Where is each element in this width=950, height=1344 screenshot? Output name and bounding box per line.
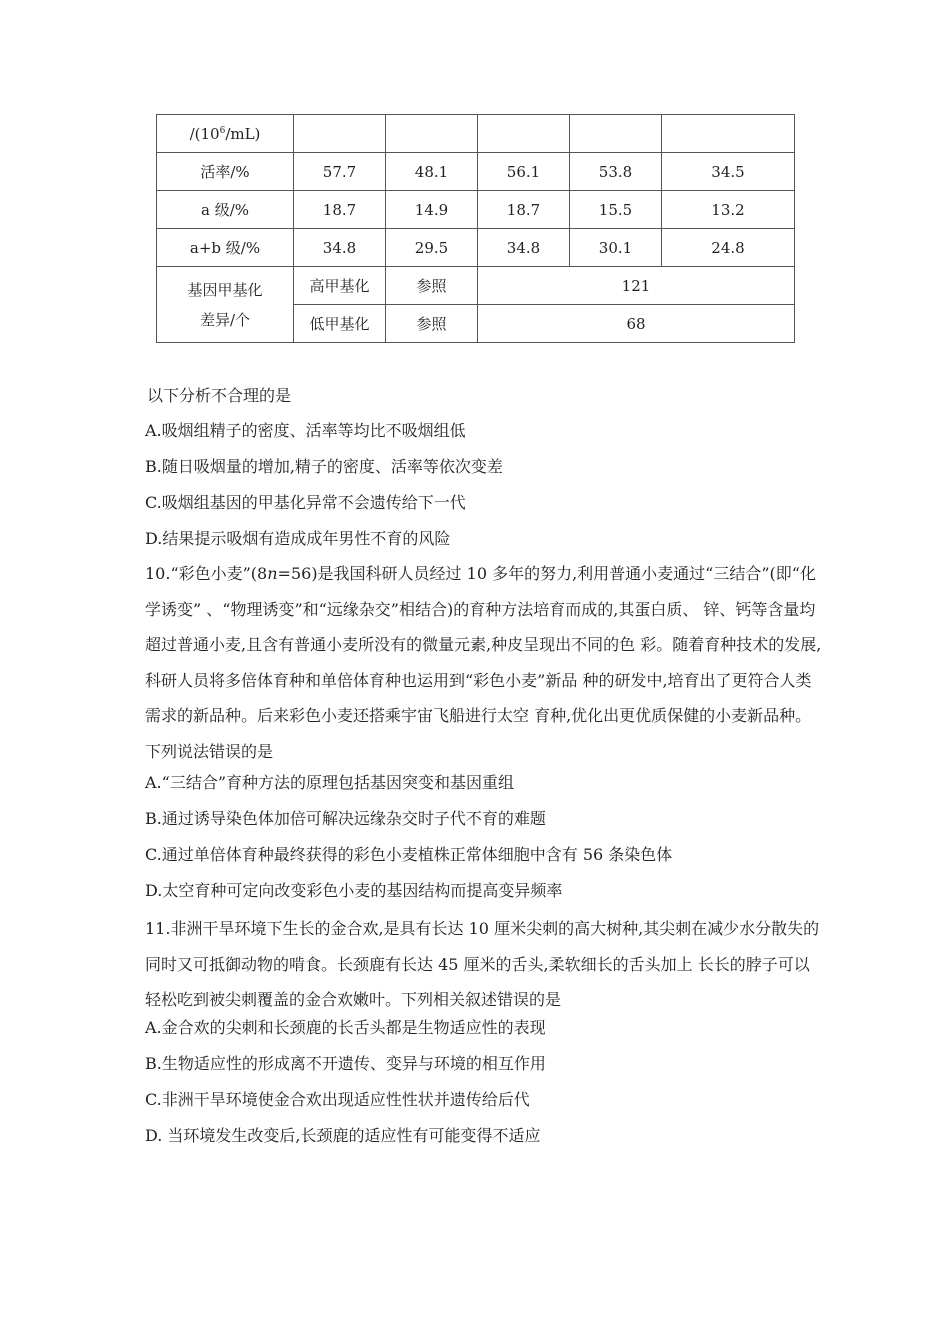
- table-cell: 34.8: [478, 229, 570, 267]
- table-cell: 48.1: [386, 153, 478, 191]
- q11-option-d: D. 当环境发生改变后,长颈鹿的适应性有可能变得不适应: [145, 1126, 541, 1145]
- density-unit-cell: $/(10^6/mL)$: [157, 115, 294, 153]
- table-cell: 18.7: [294, 191, 386, 229]
- q9-option-a: A.吸烟组精子的密度、活率等均比不吸烟组低: [145, 421, 466, 440]
- row-label: 活率/%: [157, 153, 294, 191]
- table-row: [157, 153, 795, 191]
- table-row: [157, 267, 795, 305]
- table-cell: 56.1: [478, 153, 570, 191]
- q11-option-c: C.非洲干旱环境使金合欢出现适应性性状并遗传给后代: [145, 1090, 530, 1109]
- table-cell: 参照: [386, 305, 478, 343]
- q11-stem: 11.非洲干旱环境下生长的金合欢,是具有长达 10 厘米尖刺的高大树种,其尖刺在减少水分散失的同时又可抵御动物的啃食。长颈鹿有长达 45 厘米的舌头,柔软细长的舌头加上 长长的脖子可以轻松吃到被尖刺覆盖的金合欢嫩叶。下列相关叙述错误的是: [145, 919, 820, 1009]
- table-cell: 29.5: [386, 229, 478, 267]
- table-cell: 15.5: [570, 191, 662, 229]
- q10-option-b: B.通过诱导染色体加倍可解决远缘杂交时子代不育的难题: [145, 809, 546, 828]
- table-cell: 参照: [386, 267, 478, 305]
- table-cell: 高甲基化: [294, 267, 386, 305]
- q10-option-c: C.通过单倍体育种最终获得的彩色小麦植株正常体细胞中含有 56 条染色体: [145, 845, 673, 864]
- table-cell: 24.8: [662, 229, 795, 267]
- methylation-label: 基因甲基化 差异/个: [157, 267, 294, 343]
- table-cell: 57.7: [294, 153, 386, 191]
- q9-option-b: B.随日吸烟量的增加,精子的密度、活率等依次变差: [145, 457, 503, 476]
- q9-option-d: D.结果提示吸烟有造成成年男性不育的风险: [145, 529, 451, 548]
- table-row: [157, 191, 795, 229]
- table-cell: 53.8: [570, 153, 662, 191]
- q10-option-a: A.“三结合”育种方法的原理包括基因突变和基因重组: [145, 773, 515, 792]
- table-cell: 18.7: [478, 191, 570, 229]
- row-label: a+b 级/%: [157, 229, 294, 267]
- table-cell: 68: [478, 305, 795, 343]
- q9-option-c: C.吸烟组基因的甲基化异常不会遗传给下一代: [145, 493, 466, 512]
- table-cell: 121: [478, 267, 795, 305]
- q10-stem: 10.“彩色小麦”(8n=56)是我国科研人员经过 10 多年的努力,利用普通小麦通过“三结合”(即“化学诱变” 、“物理诱变”和“远缘杂交”相结合)的育种方法培育而成的,其蛋白质、 锌、钙等含量均超过普通小麦,且含有普通小麦所没有的微量元素,种皮呈现出不同的色 彩。随着育种技术的发展,科研人员将多倍体育种和单倍体育种也运用到“彩色小麦”新品 种的研发中,培育出了更符合人类需求的新品种。后来彩色小麦还搭乘宇宙飞船进行太空 育种,优化出更优质保健的小麦新品种。下列说法错误的是: [145, 564, 822, 761]
- q9-stem: 以下分析不合理的是: [147, 386, 292, 405]
- table-row: [157, 229, 795, 267]
- table-cell: 34.8: [294, 229, 386, 267]
- q11-option-a: A.金合欢的尖刺和长颈鹿的长舌头都是生物适应性的表现: [145, 1018, 546, 1037]
- smoking-data-table: [156, 114, 795, 343]
- row-label: a 级/%: [157, 191, 294, 229]
- table-row: [157, 115, 795, 153]
- table-cell: 34.5: [662, 153, 795, 191]
- table-cell: 低甲基化: [294, 305, 386, 343]
- q10-option-d: D.太空育种可定向改变彩色小麦的基因结构而提高变异频率: [145, 881, 563, 900]
- table-cell: 14.9: [386, 191, 478, 229]
- q11-option-b: B.生物适应性的形成离不开遗传、变异与环境的相互作用: [145, 1054, 546, 1073]
- table-cell: 13.2: [662, 191, 795, 229]
- table-cell: 30.1: [570, 229, 662, 267]
